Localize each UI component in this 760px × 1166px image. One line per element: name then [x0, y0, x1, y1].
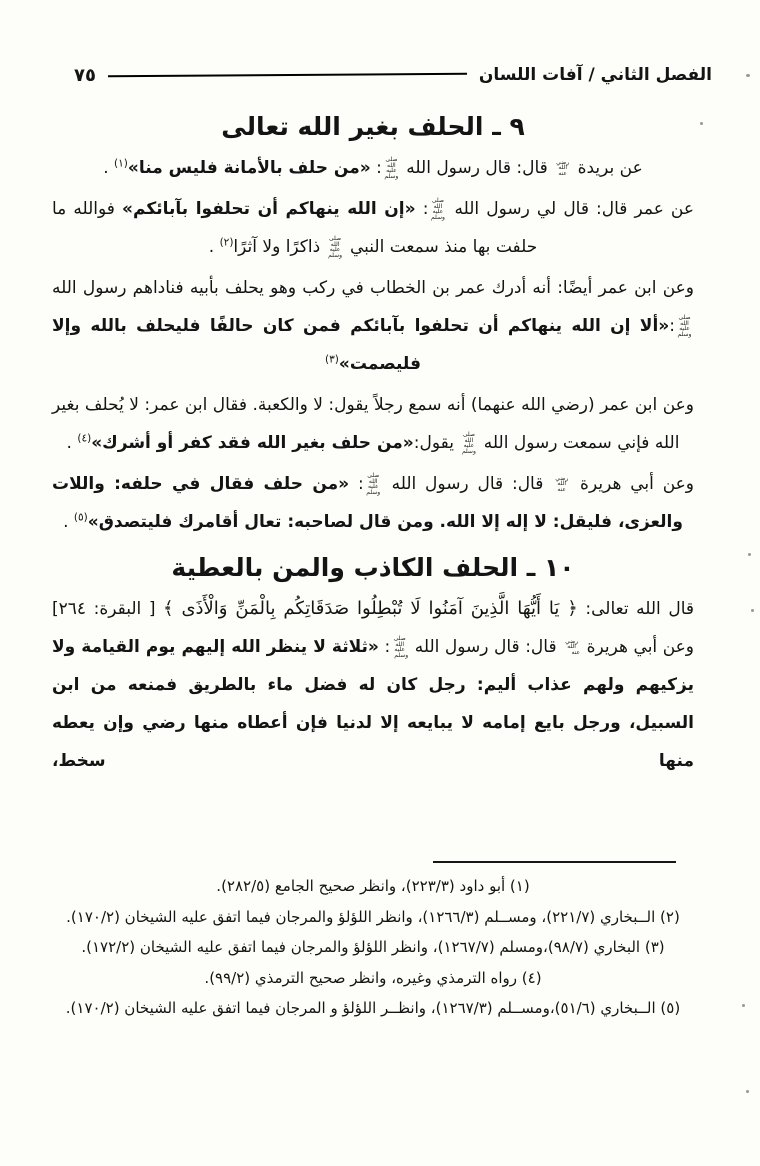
radiallahu-anhu-symbol: رضي الله عنه: [565, 637, 581, 656]
section-10-heading: ١٠ ـ الحلف الكاذب والمن بالعطية: [171, 553, 575, 582]
scan-artifact: [746, 74, 750, 77]
scan-artifact: [700, 122, 703, 125]
narration-text: :: [669, 316, 675, 336]
narration-text: .: [103, 158, 115, 178]
sallallahu-alayhi-wasallam-symbol: صلى الله عليه وسلم: [328, 235, 343, 259]
narration-text: :: [370, 158, 382, 178]
footnote-separator-rule: [433, 861, 676, 863]
hadith-quote: «ثلاثة لا ينظر الله إليهم يوم القيامة ولا يزكيهم ولهم عذاب أليم: رجل كان له فضل ماء بالطريق فمنعه من ابن السبيل، ورجل بايع إمامه لا يبايعه إلا لدنيا فإن أعطاه منها رضي وإن يعطه منها سخط،: [52, 637, 694, 771]
hadith-quote: «من حلف بالأمانة فليس منا»: [127, 158, 371, 178]
scan-artifact: [742, 1004, 745, 1007]
hadith-paragraph-3: [52, 269, 694, 383]
book-page: [0, 62, 760, 1166]
scan-artifact: [748, 553, 751, 556]
hadith-paragraph-4: [52, 386, 694, 462]
radiallahu-anhu-symbol: رضي الله عنه: [555, 474, 569, 493]
footnote-5: (٥) الــبخاري (٥١/٦)،ومســلم (١٢٦٧/٣)، وانظــر اللؤلؤ و المرجان فيما اتفق عليه الشيخان (١٧٠/٢).: [65, 999, 681, 1017]
page-header: [74, 62, 712, 88]
scan-artifact: [746, 1090, 749, 1093]
narration-text: يقول:: [413, 433, 460, 453]
sallallahu-alayhi-wasallam-symbol: صلى الله عليه وسلم: [393, 635, 409, 659]
sallallahu-alayhi-wasallam-symbol: صلى الله عليه وسلم: [430, 197, 445, 221]
narration-text: وعن أبي هريرة: [571, 474, 695, 494]
narration-text: .: [66, 433, 78, 453]
verse-reference: [ البقرة: ٢٦٤] وعن أبي هريرة: [52, 599, 694, 657]
hadith-quote: «من حلف فقال في حلفه: واللات والعزى، فليقل: لا إله إلا الله. ومن قال لصاحبه: تعال أقامرك فليتصدق»: [52, 474, 683, 532]
narration-text: قال: قال رسول الله: [382, 474, 553, 494]
sallallahu-alayhi-wasallam-symbol: صلى الله عليه وسلم: [461, 431, 476, 455]
hadith-quote: «من حلف بغير الله فقد كفر أو أشرك»: [91, 433, 414, 453]
narration-text: :: [378, 637, 391, 657]
footnote-ref-5: (٥): [73, 511, 88, 524]
hadith-quote: «إن الله ينهاكم أن تحلفوا بآبائكم»: [122, 199, 416, 219]
radiallahu-anhu-symbol: رضي الله عنه: [556, 158, 570, 177]
narration-text: فوالله ما حلفت بها منذ سمعت النبي: [52, 199, 538, 257]
hadith-paragraph-5: [52, 465, 694, 541]
footnote-ref-4: (٤): [77, 432, 92, 445]
header-rule: [108, 73, 467, 78]
chapter-title: الفصل الثاني / آفات اللسان: [478, 65, 712, 85]
footnote-ref-1: (١): [114, 157, 128, 170]
hadith-paragraph-2: [52, 190, 694, 266]
hadith-paragraph-6: [52, 590, 694, 780]
narration-text: عن عمر قال: قال لي رسول الله: [447, 199, 695, 219]
footnote-ref-2: (٢): [219, 236, 234, 249]
narration-text: .: [63, 512, 74, 532]
narration-text: قال: قال رسول الله: [400, 158, 554, 178]
sallallahu-alayhi-wasallam-symbol: صلى الله عليه وسلم: [677, 314, 692, 338]
hadith-quote: «ألا إن الله ينهاكم أن تحلفوا بآبائكم فمن كان حالفًا فليحلف بالله وإلا فليصمت»: [52, 316, 670, 374]
footnote-1: (١) أبو داود (٢٢٣/٣)، وانظر صحيح الجامع (٢٨٢/٥).: [216, 877, 530, 895]
sallallahu-alayhi-wasallam-symbol: صلى الله عليه وسلم: [384, 156, 399, 180]
footnote-2: (٢) الــبخاري (٢٢١/٧)، ومســلم (١٢٦٦/٣)، وانظر اللؤلؤ والمرجان فيما اتفق عليه الشيخان (١٧٠/٢).: [66, 907, 680, 926]
narration-text: قال: قال رسول الله: [409, 637, 563, 657]
hadith-paragraph-1: [52, 149, 694, 187]
page-body: [0, 112, 760, 780]
section-9-heading: ٩ ـ الحلف بغير الله تعالى: [221, 112, 525, 141]
narration-text: وعن ابن عمر (رضي الله عنهما) أنه سمع رجلاً يقول: لا والكعبة. فقال ابن عمر: لا يُحلف بغير الله فإني سمعت رسول الله: [52, 395, 694, 453]
scan-artifact: [751, 609, 754, 612]
narration-text: قال الله تعالى:: [577, 599, 694, 619]
narration-text: :: [349, 474, 364, 494]
footnote-3: (٣) البخاري (٩٨/٧)،ومسلم (١٢٦٧/٧)، وانظر اللؤلؤ والمرجان فيما اتفق عليه الشيخان (١٧٢/٢).: [81, 938, 665, 956]
page-number: ٧٥: [74, 64, 96, 86]
footnote-4: (٤) رواه الترمذي وغيره، وانظر صحيح الترمذي (٩٩/٢).: [204, 968, 542, 987]
sallallahu-alayhi-wasallam-symbol: صلى الله عليه وسلم: [366, 472, 381, 496]
narration-text: عن بريدة: [572, 158, 643, 178]
quran-verse: ﴿ يَا أَيُّهَا الَّذِينَ آمَنُوا لَا تُبْطِلُوا صَدَقَاتِكُم بِالْمَنِّ وَالْأَذَى ﴾: [163, 598, 578, 619]
narration-text: وعن ابن عمر أيضًا: أنه أدرك عمر بن الخطاب في ركب وهو يحلف بأبيه فناداهم رسول الله: [52, 278, 694, 298]
narration-text: :: [415, 199, 429, 219]
footnotes-section: [0, 861, 760, 1024]
narration-text: ذاكرًا ولا آثرًا: [233, 237, 326, 257]
footnote-ref-3: (٣): [325, 353, 339, 366]
narration-text: .: [208, 237, 220, 257]
